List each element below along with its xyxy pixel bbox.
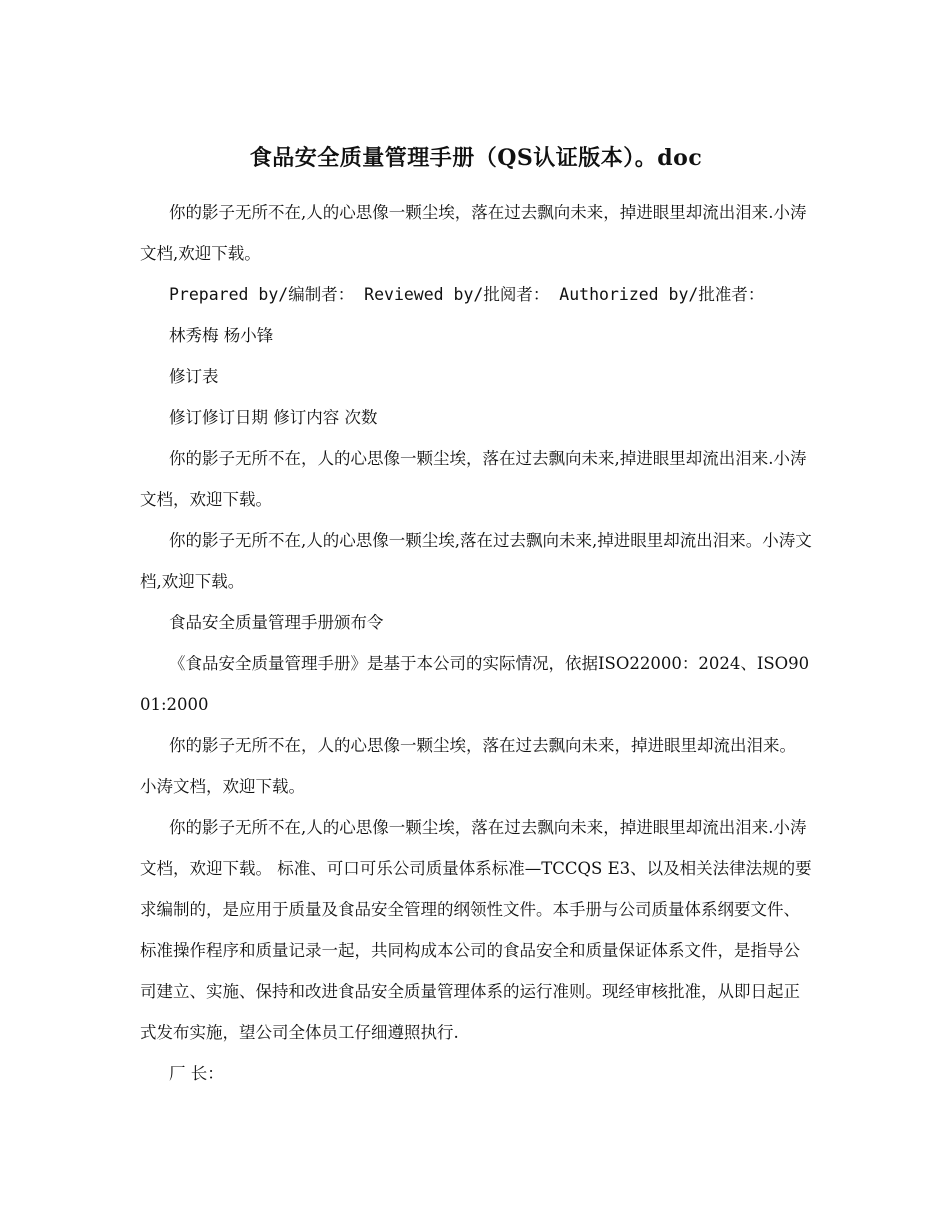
paragraph-decree-basis: 《食品安全质量管理手册》是基于本公司的实际情况，依据ISO22000：2024、ISO9001:2000 — [140, 654, 810, 714]
paragraph-decree-title: 食品安全质量管理手册颁布令 — [169, 613, 384, 632]
paragraph-decree-body: 你的影子无所不在,人的心思像一颗尘埃，落在过去飘向未来，掉进眼里却流出泪来.小涛文档，欢迎下载。 标准、可口可乐公司质量体系标准—TCCQS E3、以及相关法律法规的要求编制的，是应用于质量及食品安全管理的纲领性文件。本手册与公司质量体系纲要文件、标准操作程序和质量记录一起，共同构成本公司的食品安全和质量保证体系文件，是指导公司建立、实施、保持和改进食品安全质量管理体系的运行准则。现经审核批准，从即日起正式发布实施，望公司全体员工仔细遵照执行. — [140, 818, 812, 1042]
document-title: 食品安全质量管理手册（QS认证版本）。doc — [249, 145, 703, 171]
paragraph-revision-table-title: 修订表 — [169, 367, 219, 386]
paragraph-factory-director: 厂 长： — [169, 1064, 224, 1083]
paragraph-intro-2: 你的影子无所不在，人的心思像一颗尘埃，落在过去飘向未来,掉进眼里却流出泪来.小涛文档，欢迎下载。 — [140, 449, 807, 509]
paragraph-intro-3: 你的影子无所不在,人的心思像一颗尘埃,落在过去飘向未来,掉进眼里却流出泪来。小涛文档,欢迎下载。 — [140, 531, 812, 591]
paragraph-revision-table-header: 修订修订日期 修订内容 次数 — [169, 408, 378, 427]
paragraph-intro-1: 你的影子无所不在,人的心思像一颗尘埃，落在过去飘向未来，掉进眼里却流出泪来.小涛文档,欢迎下载。 — [140, 203, 807, 263]
paragraph-signoff-roles: Prepared by/编制者： Reviewed by/批阅者： Authorized by/批准者： — [169, 285, 765, 304]
paragraph-signoff-names: 林秀梅 杨小锋 — [169, 326, 274, 345]
document-page — [140, 138, 812, 1094]
paragraph-intro-4: 你的影子无所不在，人的心思像一颗尘埃，落在过去飘向未来，掉进眼里却流出泪来。小涛文档，欢迎下载。 — [140, 736, 796, 796]
